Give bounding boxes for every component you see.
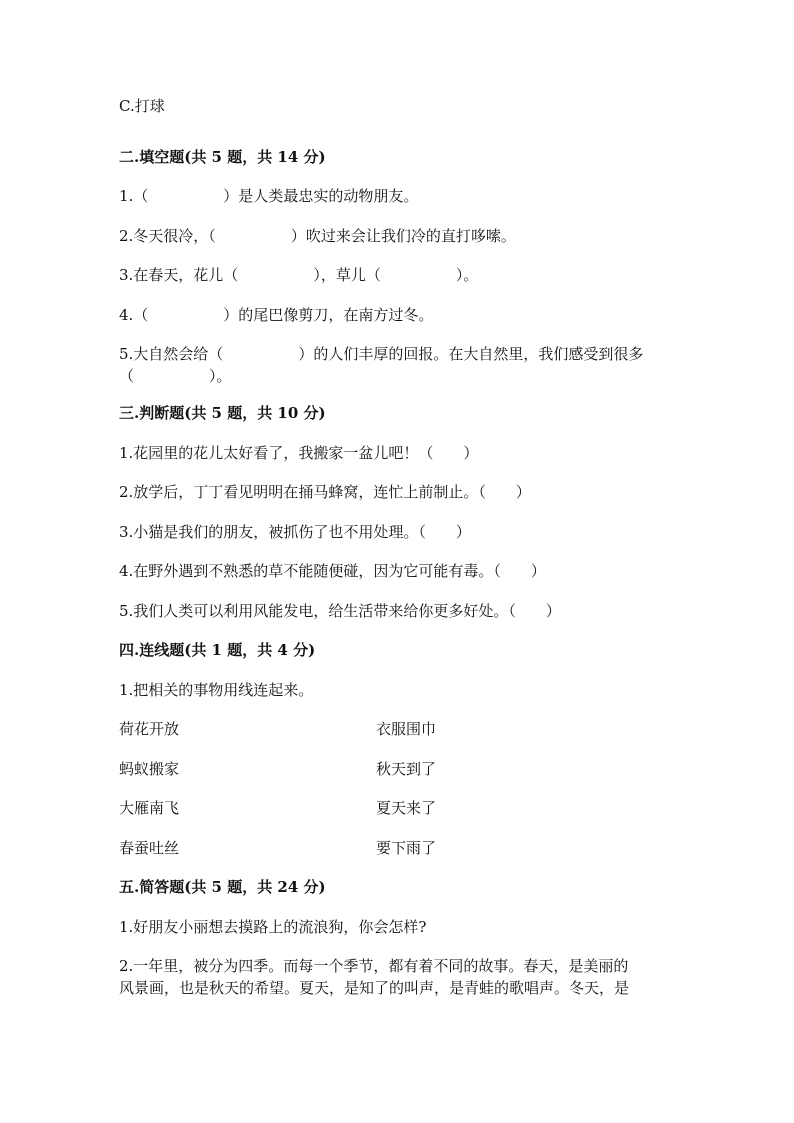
matching-left-4: 春蚕吐丝	[119, 839, 180, 857]
matching-right-4: 要下雨了	[376, 839, 437, 857]
matching-left-2: 蚂蚁搬家	[119, 760, 180, 778]
choice-option-c: C.打球	[119, 97, 165, 115]
short-answer-item-1: 1.好朋友小丽想去摸路上的流浪狗，你会怎样?	[119, 918, 427, 936]
matching-right-2: 秋天到了	[376, 760, 437, 778]
fill-blank-item-1: 1.（ ）是人类最忠实的动物朋友。	[119, 187, 419, 205]
true-false-item-1: 1.花园里的花儿太好看了，我搬家一盆儿吧！（ ）	[119, 444, 479, 462]
matching-left-1: 荷花开放	[119, 720, 180, 738]
fill-blank-item-4: 4.（ ）的尾巴像剪刀，在南方过冬。	[119, 306, 434, 324]
matching-right-3: 夏天来了	[376, 799, 437, 817]
short-answer-item-2-cont: 风景画，也是秋天的希望。夏天，是知了的叫声，是青蛙的歌唱声。冬天，是	[119, 979, 630, 997]
section-title-matching: 四.连线题(共 1 题，共 4 分)	[119, 641, 316, 659]
matching-instruction: 1.把相关的事物用线连起来。	[119, 681, 314, 699]
true-false-item-5: 5.我们人类可以利用风能发电，给生活带来给你更多好处。（ ）	[119, 602, 561, 620]
fill-blank-item-5: 5.大自然会给（ ）的人们丰厚的回报。在大自然里，我们感受到很多	[119, 345, 644, 363]
matching-left-3: 大雁南飞	[119, 799, 180, 817]
section-title-fill-blank: 二.填空题(共 5 题，共 14 分)	[119, 148, 326, 166]
section-title-short-answer: 五.简答题(共 5 题，共 24 分)	[119, 878, 326, 896]
fill-blank-item-3: 3.在春天，花儿（ ），草儿（ ）。	[119, 266, 479, 284]
fill-blank-item-2: 2.冬天很冷，（ ）吹过来会让我们冷的直打哆嗦。	[119, 227, 516, 245]
true-false-item-4: 4.在野外遇到不熟悉的草不能随便碰，因为它可能有毒。（ ）	[119, 562, 546, 580]
true-false-item-2: 2.放学后，丁丁看见明明在捅马蜂窝，连忙上前制止。（ ）	[119, 483, 531, 501]
true-false-item-3: 3.小猫是我们的朋友，被抓伤了也不用处理。（ ）	[119, 523, 471, 541]
short-answer-item-2: 2.一年里，被分为四季。而每一个季节，都有着不同的故事。春天，是美丽的	[119, 957, 629, 975]
matching-right-1: 衣服围巾	[376, 720, 437, 738]
fill-blank-item-5-cont: （ ）。	[119, 367, 232, 385]
section-title-true-false: 三.判断题(共 5 题，共 10 分)	[119, 404, 326, 422]
